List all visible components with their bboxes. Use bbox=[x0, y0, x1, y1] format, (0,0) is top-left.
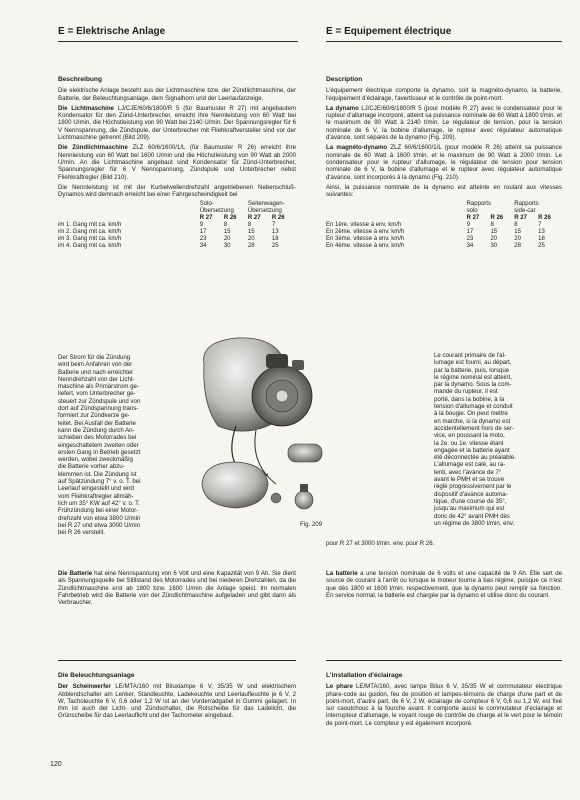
paragraph-batterie-de bbox=[58, 570, 296, 606]
cell: 23 bbox=[199, 236, 207, 243]
text-line: Leerlauf eingestellt und wird bbox=[58, 485, 134, 493]
table-header-side2-de: Übersetzung bbox=[247, 208, 282, 215]
table-header-solo2-de: Übersetzung bbox=[199, 208, 234, 215]
cell: 30 bbox=[490, 243, 498, 250]
text-line: jusqu'au maximum qui est bbox=[434, 505, 505, 513]
table-header-side-de: Seitenwagen- bbox=[247, 201, 285, 208]
text-line: en marche, si la dynamo est bbox=[434, 417, 511, 425]
column-de-top bbox=[58, 76, 296, 250]
cell: 25 bbox=[271, 243, 279, 250]
row-label: im 1. Gang mit ca. km/h bbox=[58, 222, 122, 229]
text-line: kann die Zündung durch An- bbox=[58, 426, 135, 434]
text-line: porté, dans la bobine, à la bbox=[434, 395, 505, 403]
table-header-solo-fr: Rapports bbox=[466, 201, 491, 208]
figure-caption: Fig. 209 bbox=[300, 521, 323, 528]
table-col-fr: R 26 bbox=[490, 215, 504, 222]
text-line: Le courant primaire de l'al- bbox=[434, 352, 506, 359]
heading-beschreibung: Beschreibung bbox=[58, 76, 102, 83]
heading-beleuchtung: Die Beleuchtungsanlage bbox=[58, 672, 135, 679]
cell: 8 bbox=[514, 222, 518, 229]
lead-scheinwerfer: Der Scheinwerfer bbox=[58, 683, 111, 691]
text-line: leitet. Bei Ausfall der Batterie bbox=[58, 419, 136, 427]
cell: 18 bbox=[538, 236, 545, 243]
text-magneto: ZLZ 60/6/1600/1/L (pour modèle R 26) atteint sa puissance nominale de 60 Watt à 1600 t/min. et le maximum de 90 Watt à 2000 t/min. Le condensateur pour le rupteur d'allumage, le régulateur de tension pour tension nominale de 6 V, la bobine d'allumage et le rupteur avec régulateur automatique d'avance, sont incorporés à la dynamo (Fig. 210). bbox=[326, 144, 562, 181]
cell: 15 bbox=[247, 229, 255, 236]
cell: 9 bbox=[466, 222, 470, 229]
text-line: par la batterie, puis, lorsque bbox=[434, 366, 510, 374]
text-line: Batterie und nach erreichter bbox=[58, 368, 134, 376]
regulator-shape bbox=[266, 354, 288, 368]
cell: 20 bbox=[490, 236, 498, 243]
cell: 15 bbox=[514, 229, 521, 236]
text-line: eingeschaltetem zweiten oder bbox=[58, 441, 139, 449]
speed-table-fr bbox=[326, 201, 562, 250]
text-batterie-fr: a une tension nominale de 6 volts et une capacité de 9 Ah. Elle sert de source de courant à l'arrêt ou lorsque le moteur tourne à bas régime, puisque ce n'est que dès 1800 et 1600 t/min. respectivement, que la dynamo peut remplir sa fonction. En service normal, la batterie est chargée par la dynamo et utilise donc du courant. bbox=[326, 570, 562, 599]
column-de-bottom bbox=[58, 570, 296, 609]
part-shape bbox=[295, 491, 313, 509]
paragraph-batterie-fr bbox=[326, 570, 562, 599]
text-line: L'allumage est calé, au ra- bbox=[434, 461, 506, 469]
table-row bbox=[58, 229, 296, 236]
header-rule-de bbox=[58, 41, 298, 42]
text-courant-tail: pour R 27 et 3000 t/min. env. pour R 26. bbox=[326, 540, 435, 547]
lead-lichtmaschine: Die Lichtmaschine bbox=[58, 104, 114, 112]
paragraph-nennleistung: Die Nennleistung ist mit der Kurbelwellendrehzahl angetriebenen Nebenschluß-Dynamos wird demnach erreicht bei einer Fahrgeschwindigkeit bei bbox=[58, 183, 296, 199]
text-line: le régime nominal est atteint, bbox=[434, 373, 512, 381]
heading-description: Description bbox=[326, 76, 363, 83]
paragraph-dynamo bbox=[326, 105, 562, 141]
text-line: tension d'allumage et conduit bbox=[434, 403, 513, 411]
text-line: tique, d'une course de 35°, bbox=[434, 497, 507, 505]
text-line: lich um 35° KW auf 42° v. o. T. bbox=[58, 499, 140, 507]
divider-fr bbox=[326, 660, 562, 661]
row-label: En 4ème. vitesse à env. km/h bbox=[326, 243, 405, 250]
cell: 13 bbox=[271, 229, 279, 236]
lead-batterie-de: Die Batterie bbox=[58, 570, 93, 577]
text-line: bei R 27 und etwa 3000 U/min bbox=[58, 521, 140, 529]
table-col-de: R 27 bbox=[247, 215, 261, 222]
column-fr-top bbox=[326, 76, 562, 250]
table-col-fr: R 27 bbox=[466, 215, 480, 222]
paragraph-courant-fr bbox=[434, 352, 562, 527]
cell: 8 bbox=[223, 222, 228, 229]
paragraph-intro-fr: L'équipement électrique comporte la dynamo, soit la magnéto-dynamo, la batterie, l'équipement d'éclairage, l'avertisseur et le contrôle de point-mort. bbox=[326, 87, 562, 102]
cell: 15 bbox=[223, 229, 231, 236]
table-header-solo-de: Solo- bbox=[199, 201, 214, 208]
text-zuendlichtmaschine: ZLZ 60/6/1600/1/L (für Baumuster R 26) erreicht ihre Nennleistung von 60 Watt bei 1600 U/min und die Höchstleistung von 90 Watt ab 2000 U/min. An die Lichtmaschine angebaut sind Kondensator für Zünd-Unterbrecher, Spannungsregler für 6 V Nennspannung, Zündspule und Unterbrecher nebst Fliehkraftregler (Bild 210). bbox=[58, 144, 296, 181]
table-col-de: R 27 bbox=[199, 215, 213, 222]
cell: 20 bbox=[223, 236, 231, 243]
text-line: ersten Gang in Betrieb gesetzt bbox=[58, 448, 141, 456]
table-row bbox=[326, 243, 562, 250]
lead-batterie-fr: La batterie bbox=[326, 570, 358, 577]
cell: 8 bbox=[247, 222, 252, 229]
text-scheinwerfer: LE/MTA/160 mit Biluxlampe 6 V, 35/35 W und elektrischem Abblendschalter am Lenker, Standleuchte, Ladekeuchte und Leerlaufleuchte je 6 V, 2 W, Tacholeuchte 6 V, 0,6 oder 1,2 W ist an der Vorderradgabel in Gummi gelagert. In ihm ist auch der Licht- und Zündschalter, die Rotscheibe für das Ladelicht, die Grünscheibe für das Leerlauflicht und der Tachometer eingebaut. bbox=[58, 683, 296, 720]
section-title-fr: E = Equipement électrique bbox=[326, 26, 452, 37]
text-line: drehzahl von etwa 3800 U/min bbox=[58, 514, 141, 522]
text-line: auf Spätzündung 7° v. o. T. bei bbox=[58, 478, 141, 486]
cell: 13 bbox=[538, 229, 545, 236]
text-line: werden, wobei zweckmäßig bbox=[58, 456, 133, 464]
text-line: par la dynamo. Sous la com- bbox=[434, 381, 512, 389]
paragraph-intro-de: Die elektrische Anlage besteht aus der Lichtmaschine bzw. der Zündlichtmaschine, der Batterie, der Beleuchtungsanlage, dem Signalhorn und der Leerlaufanzeige. bbox=[58, 87, 296, 102]
part-shape bbox=[271, 493, 281, 503]
table-col-de: R 26 bbox=[271, 215, 285, 222]
text-line: lenti, avec l'avance de 7° bbox=[434, 468, 502, 476]
text-line: dispositif d'avance automa- bbox=[434, 490, 508, 498]
paragraph-lichtmaschine bbox=[58, 105, 296, 141]
table-header-side-fr: Rapports bbox=[514, 201, 539, 208]
row-label: im 3. Gang mit ca. km/h bbox=[58, 236, 122, 243]
paragraph-scheinwerfer bbox=[58, 683, 296, 719]
text-line: Frühzündung bei einer Motor- bbox=[58, 507, 139, 515]
cell: 8 bbox=[490, 222, 494, 229]
row-label: En 3ème. vitesse à env. km/h bbox=[326, 236, 405, 243]
text-line: la 2e. ou 1e. vitesse étant bbox=[434, 439, 504, 447]
text-line: lumage est fourni, au départ, bbox=[434, 359, 512, 367]
text-line: à la bougie. On peut mettre bbox=[434, 410, 508, 418]
cell: 7 bbox=[538, 222, 542, 229]
text-line: mande du rupteur, il est bbox=[434, 388, 498, 396]
page-number: 120 bbox=[50, 761, 62, 768]
heading-eclairage: L'installation d'éclairage bbox=[326, 672, 403, 679]
text-line: donc de 42° avant PMH dès bbox=[434, 512, 510, 520]
text-line: dort auf Zündspannung trans- bbox=[58, 405, 139, 413]
paragraph-ainsi: Ainsi, la puissance nominale de la dynamo est atteinte en roulant aux vitesses suivantes: bbox=[326, 183, 562, 199]
divider-de bbox=[58, 660, 296, 661]
column-fr-bottom bbox=[326, 570, 562, 602]
table-row bbox=[326, 229, 562, 236]
condenser-shape bbox=[292, 360, 304, 370]
text-line: die Batterie vorher abzu- bbox=[58, 463, 125, 471]
text-line: avant le PMH et se trouve bbox=[434, 476, 505, 484]
text-lichtmaschine: LJ/CJE/60/6/1800/R 5 (für Baumuster R 27) mit angebautem Kondensator für den Zünd-Unterbrecher, erreicht ihre Nennleistung von 60 Watt bei 1800 U/min, die Höchstleistung von 90 Watt bei 2140 U/min. Der Spannungsregler für 6 V Nennspannung, die Zündspule, der Unterbrecher mit Fliehkraftversteller sind vor der Lichtmaschine getrennt (Bild 209). bbox=[58, 104, 296, 142]
cell: 23 bbox=[466, 236, 474, 243]
table-col-de: R 26 bbox=[223, 215, 237, 222]
paragraph-magneto bbox=[326, 144, 562, 180]
coil-shape bbox=[288, 444, 322, 462]
rotor-center bbox=[276, 390, 288, 402]
text-line: accidentellement hors de ser- bbox=[434, 424, 514, 432]
paragraph-zuendlichtmaschine bbox=[58, 144, 296, 180]
cell: 18 bbox=[271, 236, 279, 243]
table-row bbox=[326, 222, 562, 229]
speed-table-de bbox=[58, 201, 296, 250]
cell: 7 bbox=[271, 222, 276, 229]
text-line: steuert zur Zündspule und von bbox=[58, 397, 141, 405]
lower-cover-shape bbox=[202, 462, 268, 508]
cell: 9 bbox=[199, 222, 204, 229]
section-title-de: E = Elektrische Anlage bbox=[58, 26, 166, 37]
text-batterie-de: hat eine Nennspannung von 6 Volt und eine Kapazität von 9 Ah. Sie dient als Spannungsquelle bei Stillstand des Motorrades und bei niederen Drehzahlen, da die Zündlichtmaschine erst ab 1800 bzw. 1600 U/min die Anlage speist. Im normalen Fahrbetrieb wird die Batterie von der Zündlichtmaschine aufgeladen und gibt dann als Verbraucher. bbox=[58, 570, 296, 607]
cell: 25 bbox=[538, 243, 545, 250]
text-line: formiert zur Zündkerze ge- bbox=[58, 412, 130, 420]
cell: 30 bbox=[223, 243, 231, 250]
cell: 17 bbox=[466, 229, 474, 236]
paragraph-phare bbox=[326, 683, 562, 727]
text-line: vice, en poussant la moto, bbox=[434, 432, 505, 440]
table-row bbox=[58, 236, 296, 243]
table-header-side2-fr: side-car bbox=[514, 208, 536, 215]
text-line: Der Strom für die Zündung bbox=[58, 354, 131, 361]
text-line: été déconnectée au préalable. bbox=[434, 454, 516, 462]
table-col-fr: R 26 bbox=[538, 215, 551, 222]
column-fr-lighting bbox=[326, 672, 562, 730]
table-row bbox=[58, 222, 296, 229]
text-line: klemmen ist. Die Zündung ist bbox=[58, 470, 137, 478]
cell: 20 bbox=[514, 236, 521, 243]
cell: 20 bbox=[247, 236, 255, 243]
text-phare: LE/MTA/160, avec lampe Bilux 6 V, 35/35 W et commutateur électrique phare-code au guidon, feu de position et lampes-témoins de charge d'une part et de point-mort, d'autre part, de 6 V, 2 W, éclairage de compteur 6 V, 0,6 ou 1,2 W, est fixé sur caoutchouc à la fourche avant. Il comporte aussi le commutateur d'éclairage et interrupteur d'allumage, le voyant rouge de contrôle de charge et le vert pour le témoin de point-mort. Le compteur y est également incorporé. bbox=[326, 683, 562, 727]
text-line: maschine als Primärstrom ge- bbox=[58, 383, 139, 391]
part-shape bbox=[300, 484, 308, 492]
table-row bbox=[326, 236, 562, 243]
cell: 34 bbox=[199, 243, 207, 250]
paragraph-courant-tail bbox=[326, 540, 562, 547]
table-header-solo2-fr: solo bbox=[466, 208, 478, 215]
text-line: réglé progressivement par le bbox=[434, 483, 512, 491]
row-label: im 2. Gang mit ca. km/h bbox=[58, 229, 122, 236]
text-line: wird beim Anfahren von der bbox=[58, 361, 133, 369]
text-line: liefert, vom Unterbrecher ge- bbox=[58, 390, 136, 398]
text-line: vom Fliehkraftregler allmäh- bbox=[58, 492, 134, 500]
text-dynamo: LJ/CJE/60/6/1800/R 5 (pour modèle R 27) avec le condensateur pour le rupteur d'allumage incorporé, atteint sa puissance nominale de 60 Watt à 1800 t/min. et le maximum de 90 Watt à 2140 t/min. Le régulateur de tension, pour la tension nominale de 6 V, la bobine d'allumage, le rupteur avec régulateur automatique d'avance, sont séparés de la dynamo (Fig. 209). bbox=[326, 104, 562, 142]
row-label: En 2ème. vitesse à env. km/h bbox=[326, 229, 405, 236]
text-line: schieben des Motorrades bei bbox=[58, 434, 137, 442]
cell: 28 bbox=[514, 243, 521, 250]
cell: 28 bbox=[247, 243, 255, 250]
column-de-lighting bbox=[58, 672, 296, 723]
generator-illustration bbox=[196, 334, 330, 524]
cell: 17 bbox=[199, 229, 207, 236]
cell: 34 bbox=[466, 243, 474, 250]
lead-phare: Le phare bbox=[326, 683, 353, 691]
table-col-fr: R 27 bbox=[514, 215, 527, 222]
text-line: bei R 26 verstellt. bbox=[58, 529, 106, 537]
figure-209 bbox=[196, 334, 330, 524]
lead-dynamo: La dynamo bbox=[326, 104, 359, 112]
table-row bbox=[58, 243, 296, 250]
cell: 15 bbox=[490, 229, 498, 236]
lead-magneto: La magnéto-dynamo bbox=[326, 144, 388, 152]
lead-zuendlichtmaschine: Die Zündlichtmaschine bbox=[58, 144, 128, 152]
header-rule-fr bbox=[326, 41, 562, 42]
row-label: im 4. Gang mit ca. km/h bbox=[58, 243, 122, 250]
text-line: engagée et la batterie ayant bbox=[434, 446, 510, 454]
paragraph-strom-de bbox=[58, 354, 186, 536]
text-line: un régime de 3800 t/min. env. bbox=[434, 519, 515, 527]
row-label: En 1ère. vitesse à env. km/h bbox=[326, 222, 402, 229]
text-line: Nenndrehzahl von der Licht- bbox=[58, 375, 135, 383]
